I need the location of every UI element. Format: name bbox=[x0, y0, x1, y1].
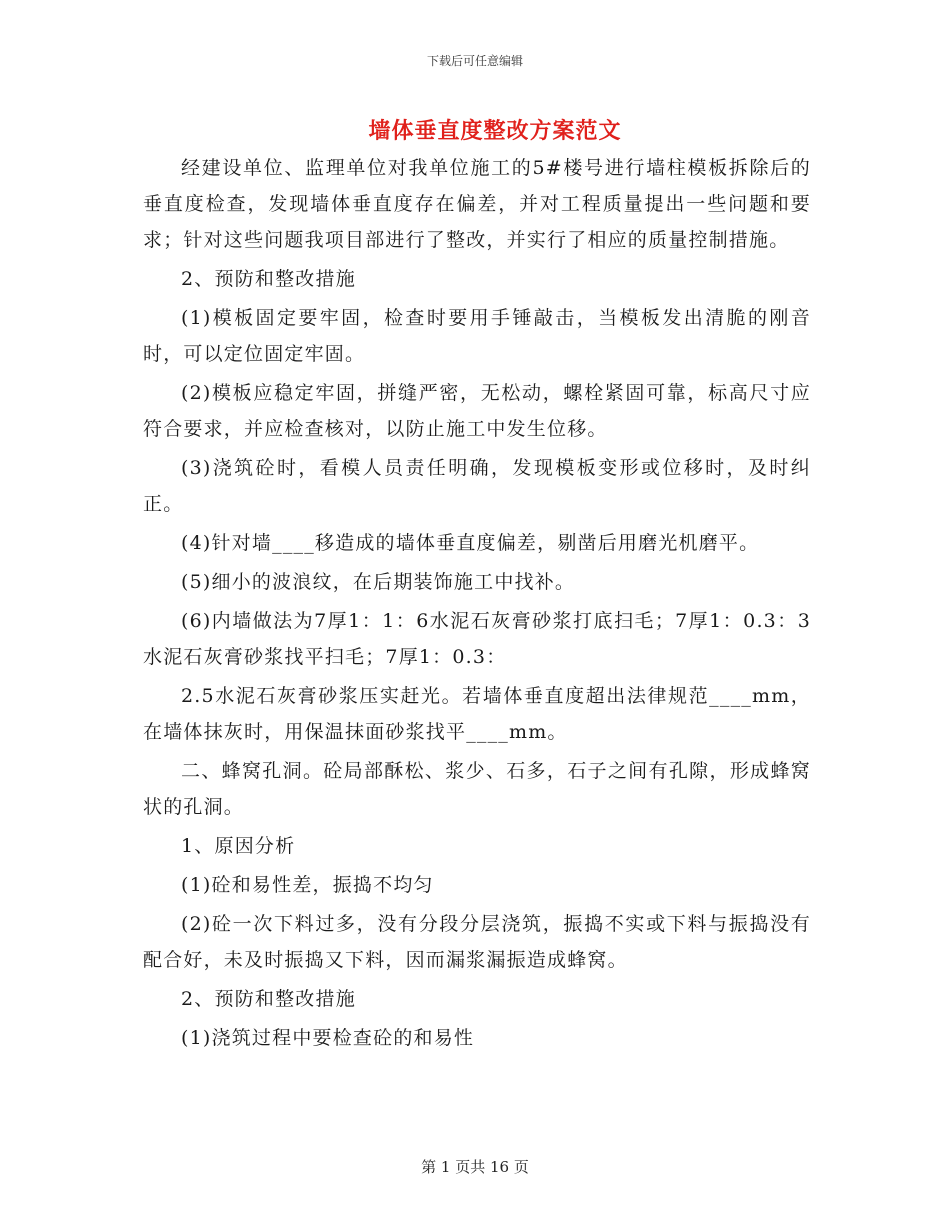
paragraph: (6)内墙做法为7厚1：1：6水泥石灰膏砂浆打底扫毛；7厚1：0.3：3水泥石灰膏砂浆找平扫毛；7厚1：0.3： bbox=[143, 610, 811, 668]
paragraph: 2.5水泥石灰膏砂浆压实赶光。若墙体垂直度超出法律规范____mm，在墙体抹灰时，用保温抹面砂浆找平____mm。 bbox=[143, 685, 811, 743]
paragraph: (5)细小的波浪纹，在后期装饰施工中找补。 bbox=[181, 571, 576, 593]
paragraph: (2)砼一次下料过多，没有分段分层浇筑，振捣不实或下料与振捣没有配合好，未及时振捣又下料，因而漏浆漏振造成蜂窝。 bbox=[143, 913, 811, 971]
paragraph: (1)模板固定要牢固，检查时要用手锤敲击，当模板发出清脆的刚音时，可以定位固定牢固。 bbox=[143, 307, 811, 365]
paragraph: (1)浇筑过程中要检查砼的和易性 bbox=[181, 1027, 475, 1049]
paragraph: 2、预防和整改措施 bbox=[181, 268, 356, 290]
page-header: 下载后可任意编辑 bbox=[426, 54, 523, 68]
document-title: 墙体垂直度整改方案范文 bbox=[368, 118, 622, 144]
document-body bbox=[143, 150, 811, 1059]
paragraph: (3)浇筑砼时，看模人员责任明确，发现模板变形或位移时，及时纠正。 bbox=[143, 457, 811, 515]
paragraph: (2)模板应稳定牢固，拼缝严密，无松动，螺栓紧固可靠，标高尺寸应符合要求，并应检查核对，以防止施工中发生位移。 bbox=[143, 382, 811, 440]
paragraph: 1、原因分析 bbox=[181, 835, 296, 857]
paragraph: 经建设单位、监理单位对我单位施工的5#楼号进行墙柱模板拆除后的垂直度检查，发现墙体垂直度存在偏差，并对工程质量提出一些问题和要求；针对这些问题我项目部进行了整改，并实行了相应的质量控制措施。 bbox=[143, 157, 811, 251]
paragraph: 二、蜂窝孔洞。砼局部酥松、浆少、石多，石子之间有孔隙，形成蜂窝状的孔洞。 bbox=[143, 760, 811, 818]
paragraph: 2、预防和整改措施 bbox=[181, 988, 356, 1010]
paragraph: (4)针对墙____移造成的墙体垂直度偏差，剔凿后用磨光机磨平。 bbox=[181, 532, 760, 554]
page-footer: 第 1 页共 16 页 bbox=[421, 1158, 529, 1176]
paragraph: (1)砼和易性差，振捣不均匀 bbox=[181, 874, 434, 896]
